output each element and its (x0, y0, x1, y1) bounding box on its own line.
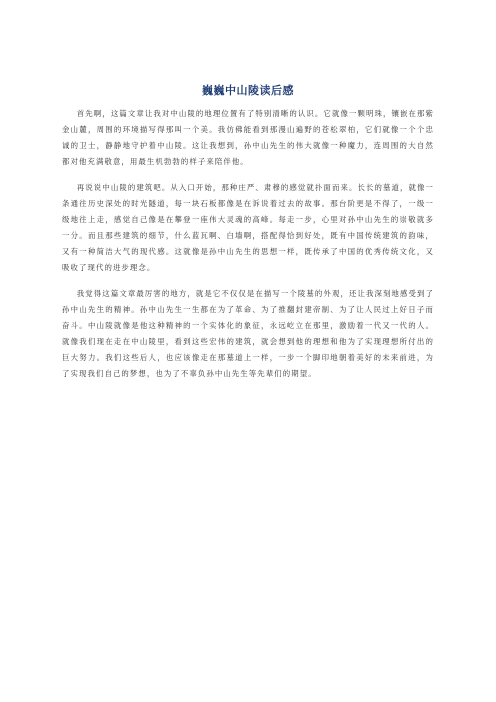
document-title: 巍巍中山陵读后感 (202, 84, 294, 97)
paragraph: 我觉得这篇文章最厉害的地方，就是它不仅仅是在描写一个陵墓的外观，还让我深刻地感受到了孙中山先生的精神。孙中山先生一生都在为了革命、为了推翻封建帝制、为了让人民过上好日子而奋斗。中山陵就像是他这种精神的一个实体化的象征，永远屹立在那里，激励着一代又一代的人。就像我们现在走在中山陵里，看到这些宏伟的建筑，就会想到他的理想和他为了实现理想所付出的巨大努力。我们这些后人，也应该像走在那墓道上一样，一步一个脚印地朝着美好的未来前进，为了实现我们自己的梦想，也为了不辜负孙中山先生等先辈们的期望。 (62, 289, 434, 378)
paragraph: 再说说中山陵的建筑吧。从入口开始，那种庄严、肃穆的感觉就扑面而来。长长的墓道，就像一条通往历史深处的时光隧道，每一块石板都像是在诉说着过去的故事。那台阶更是不得了，一级一级地往上走，感觉自己像是在攀登一座伟大灵魂的高峰。每走一步，心里对孙中山先生的崇敬就多一分。而且那些建筑的细节，什么蓝瓦啊、白墙啊，搭配得恰到好处，既有中国传统建筑的韵味，又有一种简洁大气的现代感。这就像是孙中山先生的思想一样，既传承了中国的优秀传统文化，又吸收了现代的进步理念。 (62, 183, 434, 272)
document-body (62, 106, 434, 392)
paragraph: 首先啊，这篇文章让我对中山陵的地理位置有了特别清晰的认识。它就像一颗明珠，镶嵌在那紫金山麓，周围的环境描写得那叫一个美。我仿佛能看到那漫山遍野的苍松翠柏，它们就像一个个忠诚的卫士，静静地守护着中山陵。这让我想到，孙中山先生的伟大就像一种魔力，连周围的大自然都对他充满敬意，用最生机勃勃的样子来陪伴他。 (62, 109, 434, 166)
